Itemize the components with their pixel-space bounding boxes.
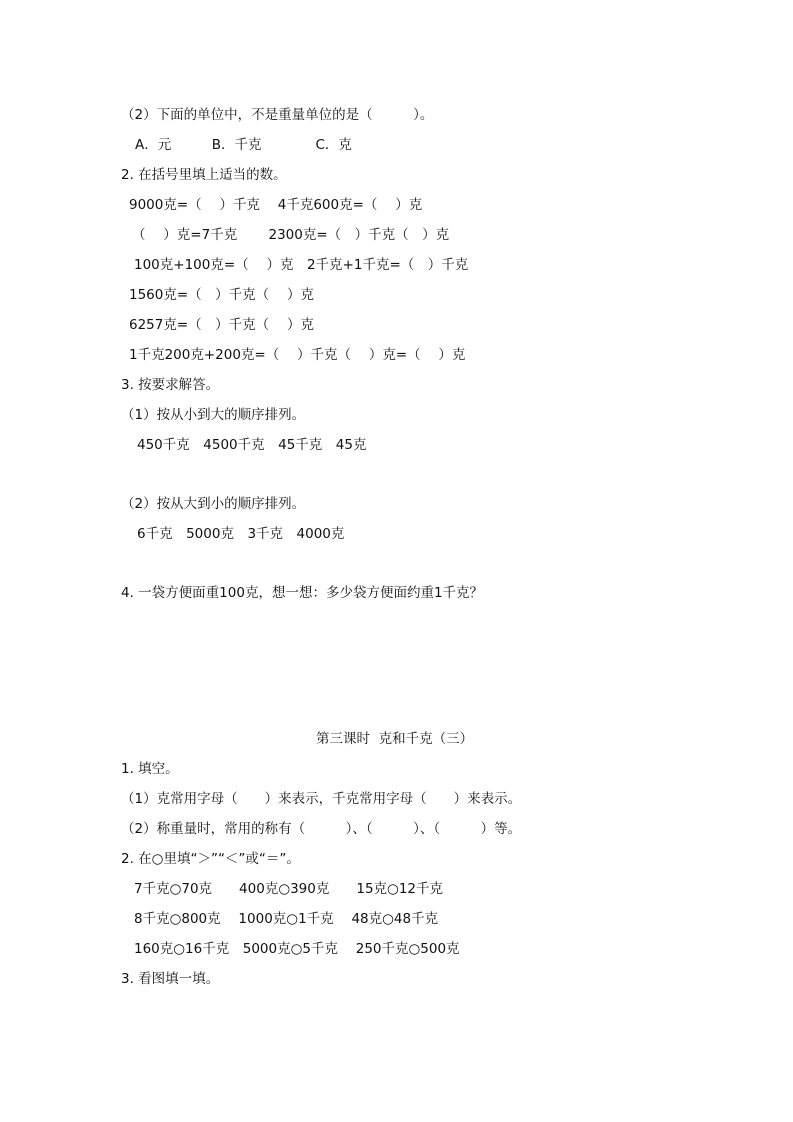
compare-heading: 2. 在○里填“＞”“＜”或“＝”。 bbox=[121, 851, 300, 867]
fill-blank-part-2: （2）称重量时，常用的称有（ ）、（ ）、（ ）等。 bbox=[121, 821, 522, 837]
compare-row-2: 8千克○800克 1000克○1千克 48克○48千克 bbox=[134, 911, 439, 927]
fill-blank-part-1: （1）克常用字母（ ）来表示，千克常用字母（ ）来表示。 bbox=[121, 791, 522, 807]
lesson-title: 第三课时 克和千克（三） bbox=[316, 731, 474, 747]
fill-row-6: 1千克200克+200克=（ ）千克（ ）克=（ ）克 bbox=[129, 347, 466, 363]
question-3-part-2: （2）按从大到小的顺序排列。 bbox=[121, 496, 306, 512]
picture-question-heading: 3. 看图填一填。 bbox=[121, 971, 220, 987]
fill-row-5: 6257克=（ ）千克（ ）克 bbox=[129, 317, 314, 333]
question-3-part-1: （1）按从小到大的顺序排列。 bbox=[121, 407, 306, 423]
fill-blank-heading: 1. 填空。 bbox=[121, 761, 179, 777]
question-3-heading: 3. 按要求解答。 bbox=[121, 377, 220, 393]
question-choice-options: A．元 B．千克 C．克 bbox=[135, 137, 352, 153]
fill-row-1: 9000克=（ ）千克 4千克600克=（ ）克 bbox=[129, 197, 423, 213]
question-4: 4. 一袋方便面重100克，想一想：多少袋方便面约重1千克？ bbox=[121, 585, 484, 601]
fill-row-4: 1560克=（ ）千克（ ）克 bbox=[129, 287, 314, 303]
question-3-part-1-items: 450千克 4500千克 45千克 45克 bbox=[137, 437, 367, 453]
compare-row-1: 7千克○70克 400克○390克 15克○12千克 bbox=[134, 881, 443, 897]
question-2-heading: 2. 在括号里填上适当的数。 bbox=[121, 167, 287, 183]
question-3-part-2-items: 6千克 5000克 3千克 4000克 bbox=[137, 526, 345, 542]
compare-row-3: 160克○16千克 5000克○5千克 250千克○500克 bbox=[134, 941, 460, 957]
question-choice-prompt: （2）下面的单位中，不是重量单位的是（ ）。 bbox=[121, 107, 434, 123]
fill-row-3: 100克+100克=（ ）克 2千克+1千克=（ ）千克 bbox=[134, 257, 469, 273]
fill-row-2: （ ）克=7千克 2300克=（ ）千克（ ）克 bbox=[132, 227, 450, 243]
